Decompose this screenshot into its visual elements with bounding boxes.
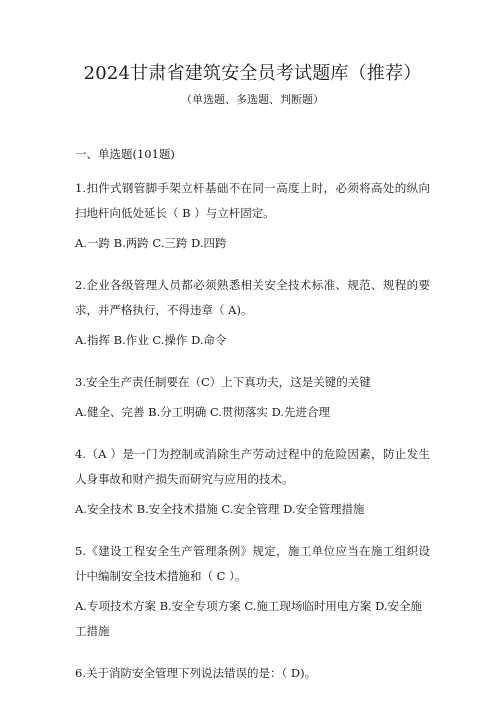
question-list bbox=[75, 176, 430, 686]
question-options: A.安全技术 B.安全技术措施 C.安全管理 D.安全管理措施 bbox=[75, 502, 365, 516]
question-stem: 1.扣件式钢管脚手架立杆基础不在同一高度上时，必须将高处的纵向扫地杆向低处延长（ B ）与立杆固定。 bbox=[75, 181, 430, 220]
question-options: A.一跨 B.两跨 C.三跨 D.四跨 bbox=[75, 236, 227, 250]
question-stem: 6.关于消防安全管理下列说法错误的是：（ D)。 bbox=[75, 666, 317, 680]
question-4 bbox=[75, 442, 430, 522]
question-3 bbox=[75, 370, 430, 425]
question-stem: 4.（A ）是一门为控制或消除生产劳动过程中的危险因素，防止发生人身事故和财产损失而研究与应用的技术。 bbox=[75, 447, 430, 486]
question-5 bbox=[75, 539, 430, 644]
question-2 bbox=[75, 273, 430, 353]
question-stem: 2.企业各级管理人员都必须熟悉相关安全技术标准、规范、规程的要求，并严格执行，不得违章（ A)。 bbox=[75, 278, 430, 317]
question-1 bbox=[75, 176, 430, 256]
question-stem: 3.安全生产责任制要在（C）上下真功夫，这是关键的关键 bbox=[75, 375, 371, 389]
section-heading: 一、单选题(101题) bbox=[75, 147, 175, 161]
question-stem: 5.《建设工程安全生产管理条例》规定，施工单位应当在施工组织设计中编制安全技术措施和（ C ）。 bbox=[75, 544, 430, 583]
question-6 bbox=[75, 661, 430, 686]
document-title: 2024甘肃省建筑安全员考试题库（推荐） bbox=[83, 63, 422, 84]
document-subtitle: （单选题、多选题、判断题） bbox=[181, 93, 324, 106]
question-options: A.指挥 B.作业 C.操作 D.命令 bbox=[75, 333, 227, 347]
question-options: A.健全、完善 B.分工明确 C.贯彻落实 D.先进合理 bbox=[75, 405, 331, 419]
question-options: A.专项技术方案 B.安全专项方案 C.施工现场临时用电方案 D.安全施工措施 bbox=[75, 599, 423, 638]
